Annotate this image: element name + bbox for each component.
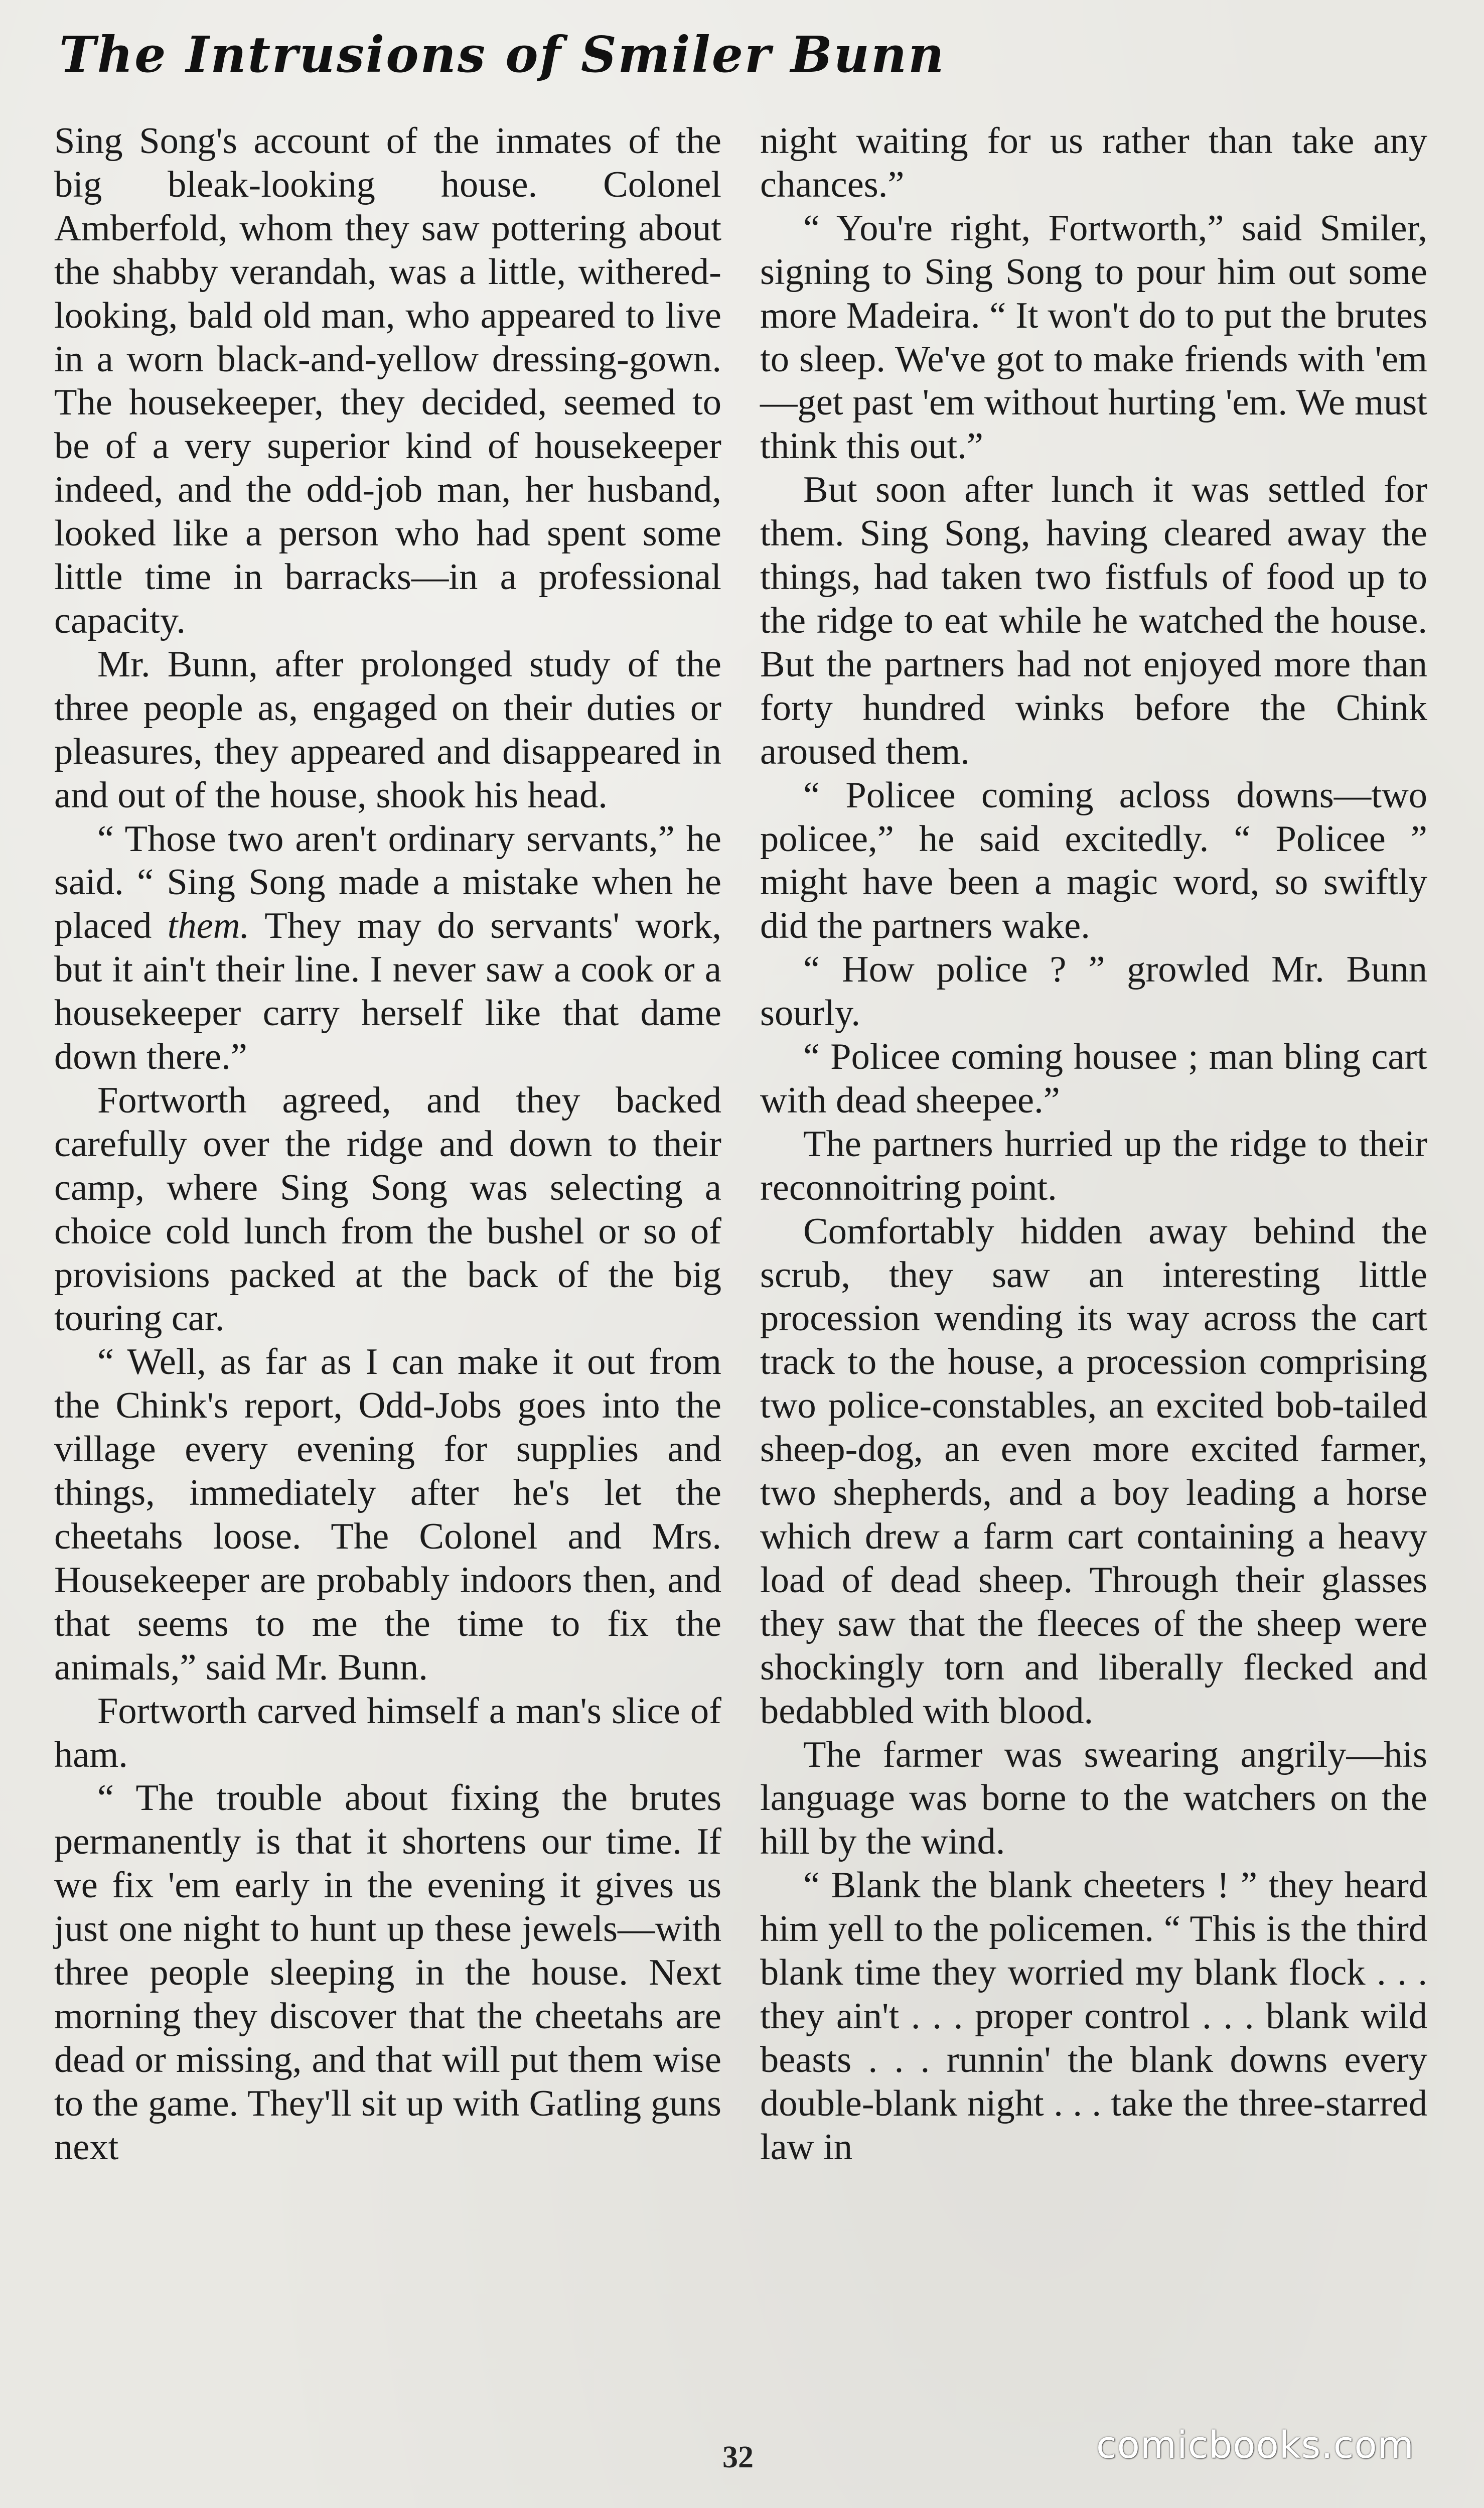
paragraph: The farmer was swearing angrily—his language was borne to the watchers on the hill by the wind. [760,1734,1427,1863]
paragraph: “ How police ? ” growled Mr. Bunn sourly. [760,949,1427,1034]
paragraph: Fortworth agreed, and they backed carefully over the ridge and down to their camp, where Sing Song was selecting a choice cold lunch from the bushel or so of provisions packed at the back of the big touring car. [54,1079,721,1339]
paragraph-text: They may do servants' work, but it ain't their line. I never saw a cook or a housekeeper carry herself like that dame down there.” [54,905,721,1078]
paragraph: Mr. Bunn, after prolonged study of the three people as, engaged on their duties or pleasures, they appeared and disappeared in and out of the house, shook his head. [54,643,721,816]
right-column [760,119,1427,2169]
paragraph: But soon after lunch it was settled for them. Sing Song, having cleared away the things, had taken two fistfuls of food up to the ridge to eat while he watched the house. But the partners had not enjoyed more than forty hundred winks before the Chink aroused them. [760,469,1427,772]
paragraph: Sing Song's account of the inmates of the big bleak-looking house. Colonel Amberfold, whom they saw pottering about the shabby verandah, was a little, withered-looking, bald old man, who appeared to live in a worn black-and-yellow dressing-gown. The housekeeper, they decided, seemed to be of a very superior kind of housekeeper indeed, and the odd-job man, her husband, looked like a person who had spent some little time in barracks—in a professional capacity. [54,120,721,641]
paragraph: The partners hurried up the ridge to their reconnoitring point. [760,1123,1427,1208]
paragraph: “ Policee coming housee ; man bling cart with dead sheepee.” [760,1036,1427,1121]
paragraph: “ The trouble about fixing the brutes permanently is that it shortens our time. If we fix 'em early in the evening it gives us just one night to hunt up these jewels—with three people sleeping in the house. Next morning they discover that the cheetahs are dead or missing, and that will put them wise to the game. They'll sit up with Gatling guns next [54,1777,721,2168]
emphasized-word: them. [167,905,250,947]
paragraph: night waiting for us rather than take any chances.” [760,120,1427,205]
site-watermark: comicbooks.com [1096,2424,1414,2467]
paragraph-text: “ Those two aren't ordinary servants,” he said. “ Sing Song made a mistake when he placed [54,818,721,947]
paragraph [54,817,721,1079]
page-title: The Intrusions of Smiler Bunn [59,26,946,84]
paragraph: Fortworth carved himself a man's slice of ham. [54,1690,721,1775]
paragraph: “ Well, as far as I can make it out from the Chink's report, Odd-Jobs goes into the village every evening for supplies and things, immediately after he's let the cheetahs loose. The Colonel and Mrs. Housekeeper are probably indoors then, and that seems to me the time to fix the animals,” said Mr. Bunn. [54,1341,721,1688]
left-column [54,119,721,2169]
paragraph: “ Blank the blank cheeters ! ” they heard him yell to the policemen. “ This is the third blank time they worried my blank flock . . . they ain't . . . proper control . . . blank wild beasts . . . runnin' the blank downs every double-blank night . . . take the three-starred law in [760,1865,1427,2168]
paragraph: “ Policee coming acloss downs—two policee,” he said excitedly. “ Policee ” might have been a magic word, so swiftly did the partners wake. [760,774,1427,947]
paragraph: “ You're right, Fortworth,” said Smiler, signing to Sing Song to pour him out some more Madeira. “ It won't do to put the brutes to sleep. We've got to make friends with 'em —get past 'em without hurting 'em. We must think this out.” [760,207,1427,467]
page-number: 32 [722,2440,754,2474]
paragraph: Comfortably hidden away behind the scrub, they saw an interesting little procession wending its way across the cart track to the house, a procession comprising two police-constables, an excited bob-tailed sheep-dog, an even more excited farmer, two shepherds, and a boy leading a horse which drew a farm cart containing a heavy load of dead sheep. Through their glasses they saw that the fleeces of the sheep were shockingly torn and liberally flecked and bedabbled with blood. [760,1210,1427,1732]
